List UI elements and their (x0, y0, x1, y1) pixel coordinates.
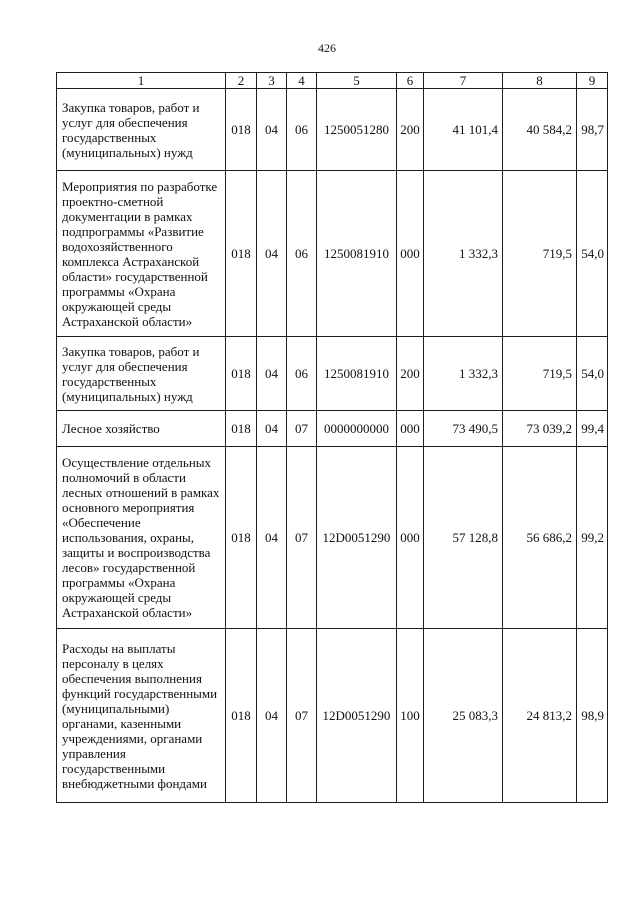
admin-code: 018 (226, 447, 257, 629)
expense-type-code: 200 (397, 337, 424, 411)
executed-amount: 40 584,2 (503, 89, 577, 171)
admin-code: 018 (226, 629, 257, 803)
target-article-code: 1250081910 (317, 171, 397, 337)
section-code: 04 (257, 411, 287, 447)
table-row (57, 629, 608, 803)
column-number-header: 5 (317, 73, 397, 89)
table-row (57, 171, 608, 337)
line-item-name: Мероприятия по разработке проектно-сметной документации в рамках подпрограммы «Развитие водохозяйственного комплекса Астраханской области» государственной программы «Охрана окружающей среды Астраханской области» (57, 171, 226, 337)
subsection-code: 07 (287, 447, 317, 629)
column-number-header: 6 (397, 73, 424, 89)
section-code: 04 (257, 337, 287, 411)
table-row (57, 411, 608, 447)
page-number: 426 (318, 41, 336, 55)
line-item-name: Закупка товаров, работ и услуг для обеспечения государственных (муниципальных) нужд (57, 89, 226, 171)
expense-type-code: 200 (397, 89, 424, 171)
subsection-code: 06 (287, 171, 317, 337)
section-code: 04 (257, 171, 287, 337)
planned-amount: 41 101,4 (424, 89, 503, 171)
section-code: 04 (257, 89, 287, 171)
section-code: 04 (257, 447, 287, 629)
subsection-code: 07 (287, 411, 317, 447)
subsection-code: 06 (287, 337, 317, 411)
subsection-code: 07 (287, 629, 317, 803)
target-article-code: 1250081910 (317, 337, 397, 411)
execution-percent: 98,9 (577, 629, 608, 803)
planned-amount: 1 332,3 (424, 171, 503, 337)
planned-amount: 1 332,3 (424, 337, 503, 411)
admin-code: 018 (226, 337, 257, 411)
executed-amount: 56 686,2 (503, 447, 577, 629)
execution-percent: 54,0 (577, 337, 608, 411)
expense-type-code: 000 (397, 171, 424, 337)
planned-amount: 57 128,8 (424, 447, 503, 629)
budget-table (56, 72, 608, 803)
admin-code: 018 (226, 89, 257, 171)
execution-percent: 99,2 (577, 447, 608, 629)
table-header-row (57, 73, 608, 89)
table-row (57, 447, 608, 629)
line-item-name: Осуществление отдельных полномочий в области лесных отношений в рамках основного мероприятия «Обеспечение использования, охраны, защиты и воспроизводства лесов» государственной программы «Охрана окружающей среды Астраханской области» (57, 447, 226, 629)
line-item-name: Закупка товаров, работ и услуг для обеспечения государственных (муниципальных) нужд (57, 337, 226, 411)
line-item-name: Расходы на выплаты персоналу в целях обеспечения выполнения функций государственными (муниципальными) органами, казенными учреждениями, органами управления государственными внебюджетными фондами (57, 629, 226, 803)
executed-amount: 719,5 (503, 337, 577, 411)
table-row (57, 337, 608, 411)
section-code: 04 (257, 629, 287, 803)
expense-type-code: 000 (397, 411, 424, 447)
executed-amount: 719,5 (503, 171, 577, 337)
execution-percent: 99,4 (577, 411, 608, 447)
column-number-header: 4 (287, 73, 317, 89)
execution-percent: 54,0 (577, 171, 608, 337)
line-item-name: Лесное хозяйство (57, 411, 226, 447)
executed-amount: 24 813,2 (503, 629, 577, 803)
column-number-header: 9 (577, 73, 608, 89)
target-article-code: 12D0051290 (317, 447, 397, 629)
target-article-code: 0000000000 (317, 411, 397, 447)
column-number-header: 8 (503, 73, 577, 89)
table-row (57, 89, 608, 171)
target-article-code: 1250051280 (317, 89, 397, 171)
admin-code: 018 (226, 171, 257, 337)
column-number-header: 3 (257, 73, 287, 89)
planned-amount: 25 083,3 (424, 629, 503, 803)
target-article-code: 12D0051290 (317, 629, 397, 803)
admin-code: 018 (226, 411, 257, 447)
subsection-code: 06 (287, 89, 317, 171)
execution-percent: 98,7 (577, 89, 608, 171)
column-number-header: 1 (57, 73, 226, 89)
expense-type-code: 000 (397, 447, 424, 629)
column-number-header: 2 (226, 73, 257, 89)
executed-amount: 73 039,2 (503, 411, 577, 447)
planned-amount: 73 490,5 (424, 411, 503, 447)
column-number-header: 7 (424, 73, 503, 89)
expense-type-code: 100 (397, 629, 424, 803)
